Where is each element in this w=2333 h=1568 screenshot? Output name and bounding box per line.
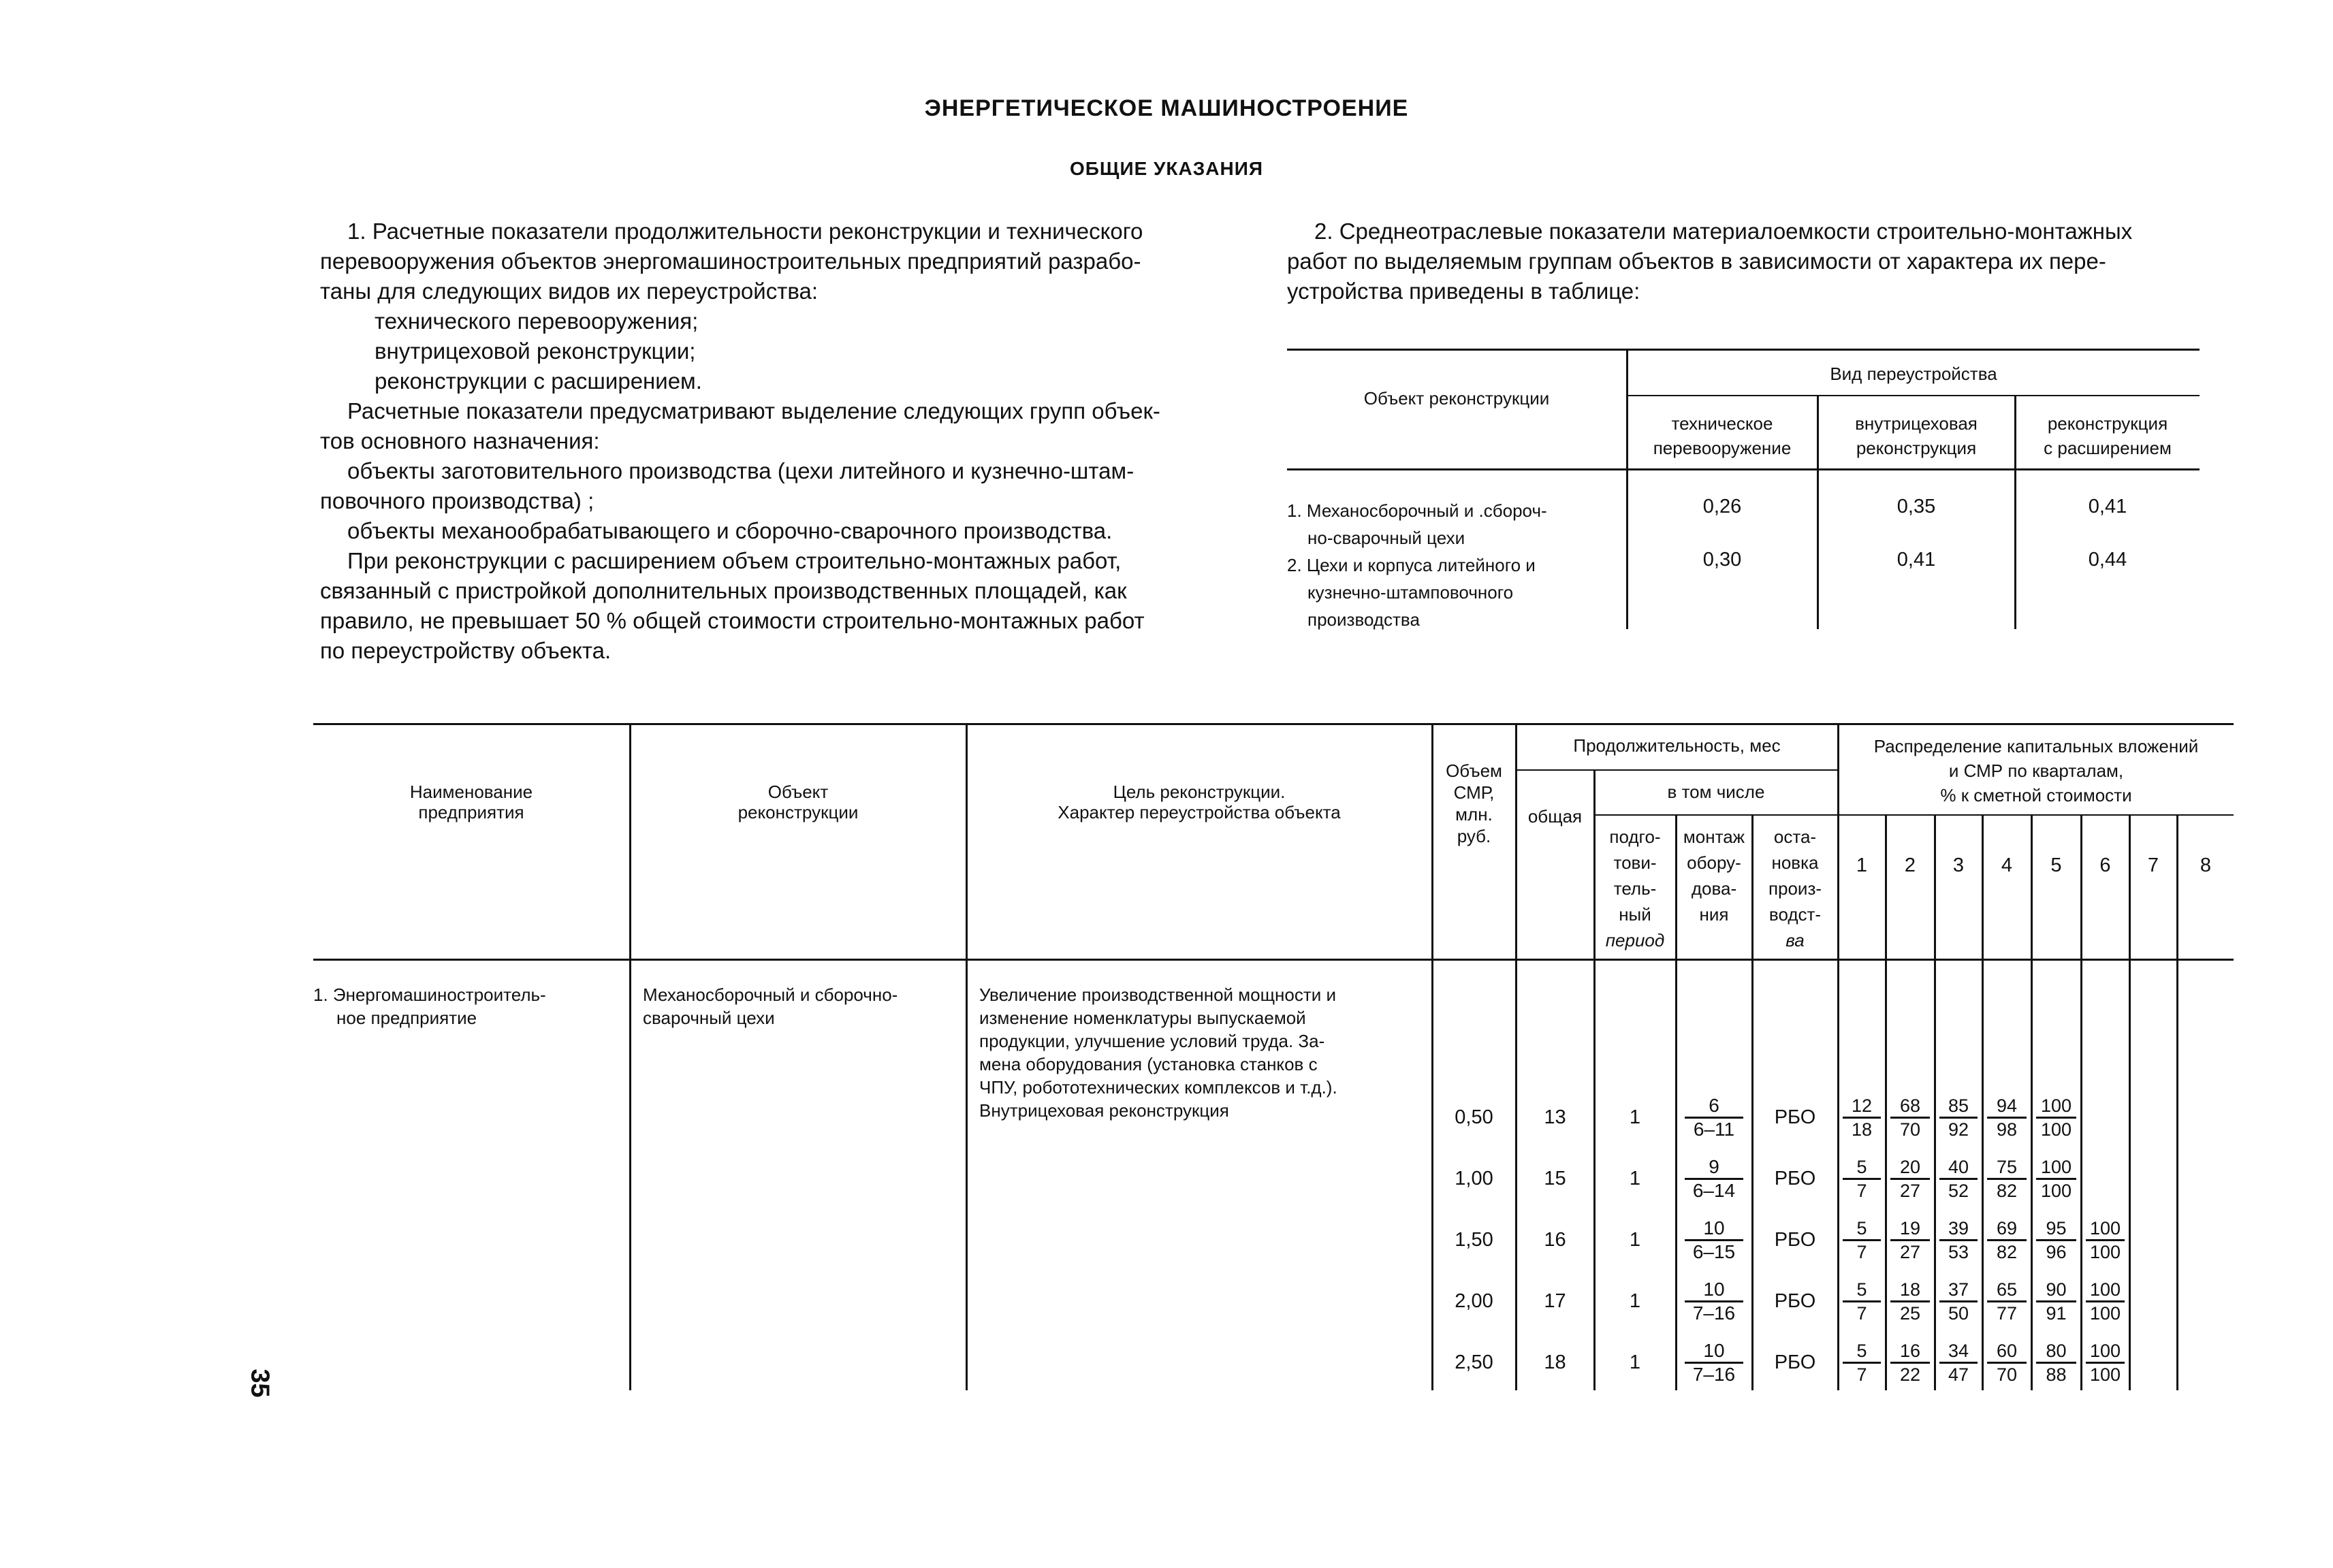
quarter-share-fraction [2086, 1279, 2125, 1324]
header-line: водст- [1768, 904, 1822, 925]
enterprise-name [313, 983, 620, 1029]
text-line: устройства приведены в таблице: [1287, 278, 1640, 304]
fraction-denominator: 92 [1948, 1119, 1969, 1140]
fraction-numerator: 85 [1939, 1095, 1978, 1119]
fraction-numerator: 80 [2036, 1340, 2076, 1364]
table-rule [1593, 814, 1839, 816]
header-line: % к сметной стоимости [1940, 785, 2132, 805]
quarter-share-fraction [1890, 1340, 1930, 1386]
mount-duration-fraction [1685, 1279, 1743, 1324]
header-line: Наименование [409, 782, 533, 802]
header-line: ния [1699, 904, 1729, 925]
fraction-numerator: 60 [1987, 1340, 2027, 1364]
header-stop [1753, 824, 1837, 953]
fraction-denominator: 52 [1948, 1181, 1969, 1201]
fraction-denominator: 7 [1856, 1242, 1867, 1262]
table-rule [1287, 349, 2200, 351]
text-line: Механосборочный и сборочно- [643, 985, 898, 1005]
page-number: 35 [245, 1369, 274, 1398]
header-line: тель- [1613, 878, 1657, 899]
text-line: повочного производства) ; [320, 488, 594, 513]
fraction-numerator: 5 [1843, 1279, 1881, 1302]
fraction-denominator: 100 [2040, 1119, 2072, 1140]
volume-cell: 2,00 [1455, 1290, 1493, 1312]
general-instructions-left [320, 217, 1241, 666]
quarter-share-fraction [1890, 1156, 1930, 1202]
quarter-share-fraction [1939, 1279, 1978, 1324]
total-duration-cell: 17 [1544, 1290, 1566, 1312]
fraction-denominator: 82 [1996, 1181, 2018, 1201]
header-line: Объект [767, 782, 829, 802]
header-line: новка [1771, 852, 1819, 873]
fraction-denominator: 6–11 [1693, 1119, 1735, 1140]
table-rule [1626, 349, 1628, 629]
fraction-numerator: 16 [1890, 1340, 1930, 1364]
quarter-share-fraction [1890, 1279, 1930, 1324]
fraction-numerator: 10 [1685, 1340, 1743, 1364]
header-line: техническое [1671, 413, 1773, 434]
stop-production-cell: РБО [1774, 1351, 1816, 1373]
object-name [643, 983, 963, 1029]
fraction-numerator: 20 [1890, 1156, 1930, 1180]
quarter-share-fraction [1987, 1340, 2027, 1386]
general-instructions-right [1287, 217, 2200, 306]
header-mount [1677, 824, 1751, 927]
header-line: ва [1786, 930, 1805, 950]
quarter-share-fraction [2036, 1095, 2076, 1140]
text-line: При реконструкции с расширением объем строительно-монтажных работ, [347, 548, 1122, 573]
table-rule [2176, 816, 2178, 1390]
quarter-share-fraction [2086, 1340, 2125, 1386]
quarter-header: 7 [2147, 854, 2159, 876]
header-line: произ- [1768, 878, 1822, 899]
quarter-header: 2 [1904, 854, 1916, 876]
fraction-denominator: 50 [1948, 1303, 1969, 1324]
text-line: таны для следующих видов их переустройства: [320, 278, 819, 304]
total-duration-cell: 15 [1544, 1168, 1566, 1189]
fraction-denominator: 82 [1996, 1242, 2018, 1262]
text-line: связанный с пристройкой дополнительных производственных площадей, как [320, 578, 1127, 603]
quarter-share-fraction [2036, 1279, 2076, 1324]
stop-production-cell: РБО [1774, 1168, 1816, 1189]
header-line: Объем [1446, 761, 1502, 781]
col-object-header: Объект реконструкции [1363, 388, 1550, 409]
volume-cell: 0,50 [1455, 1106, 1493, 1128]
text-line: внутрицеховой реконструкции; [375, 338, 696, 364]
header-line: дова- [1691, 878, 1737, 899]
fraction-denominator: 77 [1996, 1303, 2018, 1324]
table-cell: 0,30 [1702, 549, 1742, 571]
fraction-denominator: 6–14 [1692, 1180, 1736, 1201]
text-line: мена оборудования (установка станков с [979, 1054, 1318, 1074]
quarter-header: 1 [1856, 854, 1868, 876]
group-header: Вид переустройства [1830, 364, 1997, 384]
row-label-line: 1. Механосборочный и .сбороч- [1287, 500, 1547, 521]
fraction-numerator: 90 [2036, 1279, 2076, 1302]
table-rule [1837, 723, 1839, 1390]
header-object [631, 782, 966, 822]
quarter-share-fraction [2036, 1217, 2076, 1263]
quarter-share-fraction [1843, 1095, 1881, 1140]
quarter-share-fraction [1987, 1279, 2027, 1324]
col-internal-header [1818, 411, 2014, 460]
volume-cell: 1,50 [1455, 1229, 1493, 1251]
header-line: реконструкции [737, 802, 859, 822]
quarter-share-fraction [1939, 1340, 1978, 1386]
table-cell: 0,44 [2088, 549, 2127, 571]
text-line: Расчетные показатели предусматривают выделение следующих групп объек- [347, 398, 1160, 423]
quarter-share-fraction [2036, 1340, 2076, 1386]
fraction-denominator: 7 [1856, 1181, 1867, 1201]
header-line: обору- [1687, 852, 1741, 873]
quarter-share-fraction [1843, 1279, 1881, 1324]
fraction-denominator: 7–16 [1692, 1302, 1736, 1324]
header-line: руб. [1457, 826, 1491, 846]
fraction-denominator: 96 [2046, 1242, 2067, 1262]
fraction-denominator: 18 [1851, 1119, 1873, 1140]
volume-cell: 2,50 [1455, 1351, 1493, 1373]
header-line: и СМР по кварталам, [1948, 761, 2124, 781]
text-line: продукции, улучшение условий труда. За- [979, 1031, 1325, 1051]
quarter-share-fraction [1987, 1095, 2027, 1140]
prep-period-cell: 1 [1629, 1229, 1641, 1251]
text-line: 1. Энергомашиностроитель- [313, 985, 546, 1005]
row-label-line: но-сварочный цехи [1307, 528, 1465, 548]
text-line: изменение номенклатуры выпускаемой [979, 1008, 1306, 1028]
quarter-share-fraction [1987, 1217, 2027, 1263]
quarter-share-fraction [1843, 1156, 1881, 1202]
table-rule [1515, 769, 1839, 771]
text-line: Внутрицеховая реконструкция [979, 1100, 1229, 1121]
table-rule [2080, 816, 2082, 1390]
table-rule [1982, 816, 1984, 1390]
table-row-label [1287, 497, 1621, 551]
table-cell: 0,26 [1702, 496, 1742, 517]
fraction-numerator: 10 [1685, 1217, 1743, 1241]
table-rule [1626, 395, 2200, 396]
fraction-numerator: 100 [2086, 1279, 2125, 1302]
row-label-line: кузнечно-штамповочного [1307, 582, 1514, 603]
reconstruction-goal [979, 983, 1425, 1122]
fraction-numerator: 40 [1939, 1156, 1978, 1180]
header-line: оста- [1773, 827, 1817, 847]
row-label-line: производства [1307, 609, 1420, 630]
fraction-denominator: 100 [2089, 1364, 2121, 1385]
table-rule [1287, 468, 2200, 470]
fraction-numerator: 100 [2036, 1156, 2076, 1180]
fraction-numerator: 10 [1685, 1279, 1743, 1302]
text-line: 1. Расчетные показатели продолжительности реконструкции и технического [347, 219, 1143, 244]
fraction-numerator: 12 [1843, 1095, 1881, 1119]
header-line: подго- [1609, 827, 1661, 847]
text-line: по переустройству объекта. [320, 638, 612, 663]
text-line: 2. Среднеотраслевые показатели материалоемкости строительно-монтажных [1314, 219, 2133, 244]
header-line: реконструкция [2047, 413, 2168, 434]
header-line: предприятия [418, 802, 524, 822]
table-row-label [1287, 551, 1621, 633]
table-rule [313, 959, 2234, 961]
fraction-denominator: 7–16 [1692, 1364, 1736, 1385]
quarter-share-fraction [1939, 1095, 1978, 1140]
fraction-denominator: 70 [1996, 1364, 2018, 1385]
header-line: внутрицеховая [1855, 413, 1978, 434]
table-cell: 0,41 [2088, 496, 2127, 517]
header-line: СМР, [1453, 782, 1495, 803]
fraction-denominator: 47 [1948, 1364, 1969, 1385]
table-rule [629, 723, 631, 1390]
quarter-header: 6 [2099, 854, 2111, 876]
text-line: правило, не превышает 50 % общей стоимости строительно-монтажных работ [320, 608, 1145, 633]
fraction-denominator: 98 [1996, 1119, 2018, 1140]
fraction-numerator: 39 [1939, 1217, 1978, 1241]
text-line: ЧПУ, робототехнических комплексов и т.д.). [979, 1077, 1337, 1098]
text-line: объекты механообрабатывающего и сборочно-сварочного производства. [347, 518, 1113, 543]
text-line: ное предприятие [336, 1008, 477, 1028]
fraction-numerator: 9 [1685, 1156, 1743, 1180]
table-cell: 0,35 [1896, 496, 1936, 517]
fraction-numerator: 100 [2036, 1095, 2076, 1119]
fraction-denominator: 88 [2046, 1364, 2067, 1385]
mount-duration-fraction [1685, 1156, 1743, 1202]
header-line: ный [1619, 904, 1651, 925]
header-line: Распределение капитальных вложений [1873, 736, 2199, 756]
stop-production-cell: РБО [1774, 1106, 1816, 1128]
mount-duration-fraction [1685, 1340, 1743, 1386]
fraction-denominator: 7 [1856, 1364, 1867, 1385]
header-goal [967, 782, 1431, 822]
fraction-numerator: 19 [1890, 1217, 1930, 1241]
fraction-denominator: 27 [1899, 1181, 1921, 1201]
fraction-denominator: 53 [1948, 1242, 1969, 1262]
fraction-denominator: 91 [2046, 1303, 2067, 1324]
section-subtitle: ОБЩИЕ УКАЗАНИЯ [1070, 158, 1263, 179]
quarter-share-fraction [2036, 1156, 2076, 1202]
quarter-header: 3 [1952, 854, 1965, 876]
fraction-numerator: 65 [1987, 1279, 2027, 1302]
header-volume [1433, 760, 1515, 847]
total-duration-cell: 18 [1544, 1351, 1566, 1373]
mount-duration-fraction [1685, 1217, 1743, 1263]
fraction-numerator: 75 [1987, 1156, 2027, 1180]
quarter-header: 4 [2001, 854, 2013, 876]
header-line: реконструкция [1856, 438, 1977, 458]
fraction-numerator: 94 [1987, 1095, 2027, 1119]
table-rule [1934, 816, 1936, 1390]
fraction-denominator: 6–15 [1692, 1241, 1736, 1262]
fraction-numerator: 100 [2086, 1217, 2125, 1241]
text-line: работ по выделяемым группам объектов в зависимости от характера их пере- [1287, 249, 2106, 274]
text-line: тов основного назначения: [320, 428, 600, 453]
table-rule [2031, 816, 2033, 1390]
header-line: Характер переустройства объекта [1058, 802, 1341, 822]
table-cell: 0,41 [1896, 549, 1936, 571]
fraction-numerator: 95 [2036, 1217, 2076, 1241]
header-line: монтаж [1683, 827, 1745, 847]
fraction-denominator: 27 [1899, 1242, 1921, 1262]
quarter-header: 8 [2200, 854, 2212, 876]
table-rule [1839, 814, 2234, 816]
fraction-numerator: 5 [1843, 1217, 1881, 1241]
prep-period-cell: 1 [1629, 1351, 1641, 1373]
col-expansion-header [2016, 411, 2200, 460]
fraction-denominator: 25 [1899, 1303, 1921, 1324]
total-duration-cell: 13 [1544, 1106, 1566, 1128]
text-line: сварочный цехи [643, 1008, 775, 1028]
volume-cell: 1,00 [1455, 1168, 1493, 1189]
text-line: реконструкции с расширением. [375, 368, 702, 394]
header-total: общая [1527, 806, 1583, 827]
stop-production-cell: РБО [1774, 1229, 1816, 1251]
text-line: перевооружения объектов энергомашиностроительных предприятий разрабо- [320, 249, 1141, 274]
table-rule [1885, 816, 1887, 1390]
quarter-share-fraction [1843, 1217, 1881, 1263]
table-rule [966, 723, 968, 1390]
header-including: в том числе [1667, 782, 1765, 802]
table-rule [2129, 816, 2131, 1390]
quarter-share-fraction [2086, 1217, 2125, 1263]
fraction-numerator: 37 [1939, 1279, 1978, 1302]
quarter-share-fraction [1939, 1217, 1978, 1263]
fraction-denominator: 22 [1899, 1364, 1921, 1385]
fraction-denominator: 70 [1899, 1119, 1921, 1140]
quarter-share-fraction [1890, 1217, 1930, 1263]
fraction-denominator: 100 [2089, 1303, 2121, 1324]
page-title: ЭНЕРГЕТИЧЕСКОЕ МАШИНОСТРОЕНИЕ [924, 95, 1409, 121]
header-line: Цель реконструкции. [1113, 782, 1286, 802]
fraction-numerator: 5 [1843, 1340, 1881, 1364]
text-line: Увеличение производственной мощности и [979, 985, 1336, 1005]
table-rule [313, 723, 2234, 725]
text-line: объекты заготовительного производства (цехи литейного и кузнечно-штам- [347, 458, 1134, 483]
row-label-line: 2. Цехи и корпуса литейного и [1287, 555, 1536, 575]
fraction-numerator: 5 [1843, 1156, 1881, 1180]
header-line: млн. [1455, 804, 1493, 825]
fraction-numerator: 34 [1939, 1340, 1978, 1364]
prep-period-cell: 1 [1629, 1168, 1641, 1189]
quarter-share-fraction [1939, 1156, 1978, 1202]
header-distribution [1839, 734, 2234, 807]
prep-period-cell: 1 [1629, 1106, 1641, 1128]
fraction-numerator: 69 [1987, 1217, 2027, 1241]
header-enterprise [313, 782, 629, 822]
fraction-numerator: 68 [1890, 1095, 1930, 1119]
fraction-numerator: 6 [1685, 1095, 1743, 1119]
header-line: тови- [1613, 852, 1657, 873]
mount-duration-fraction [1685, 1095, 1743, 1140]
quarter-share-fraction [1843, 1340, 1881, 1386]
quarter-share-fraction [1987, 1156, 2027, 1202]
header-prep [1595, 824, 1675, 953]
prep-period-cell: 1 [1629, 1290, 1641, 1312]
text-line: технического перевооружения; [375, 308, 699, 334]
fraction-numerator: 100 [2086, 1340, 2125, 1364]
header-line: период [1605, 930, 1665, 950]
header-line: с расширением [2044, 438, 2172, 458]
total-duration-cell: 16 [1544, 1229, 1566, 1251]
quarter-share-fraction [1890, 1095, 1930, 1140]
header-line: перевооружение [1653, 438, 1792, 458]
header-duration: Продолжительность, мес [1573, 735, 1781, 756]
fraction-denominator: 100 [2040, 1181, 2072, 1201]
fraction-denominator: 7 [1856, 1303, 1867, 1324]
quarter-header: 5 [2050, 854, 2062, 876]
fraction-numerator: 18 [1890, 1279, 1930, 1302]
fraction-denominator: 100 [2089, 1242, 2121, 1262]
col-technical-header [1628, 411, 1817, 460]
stop-production-cell: РБО [1774, 1290, 1816, 1312]
